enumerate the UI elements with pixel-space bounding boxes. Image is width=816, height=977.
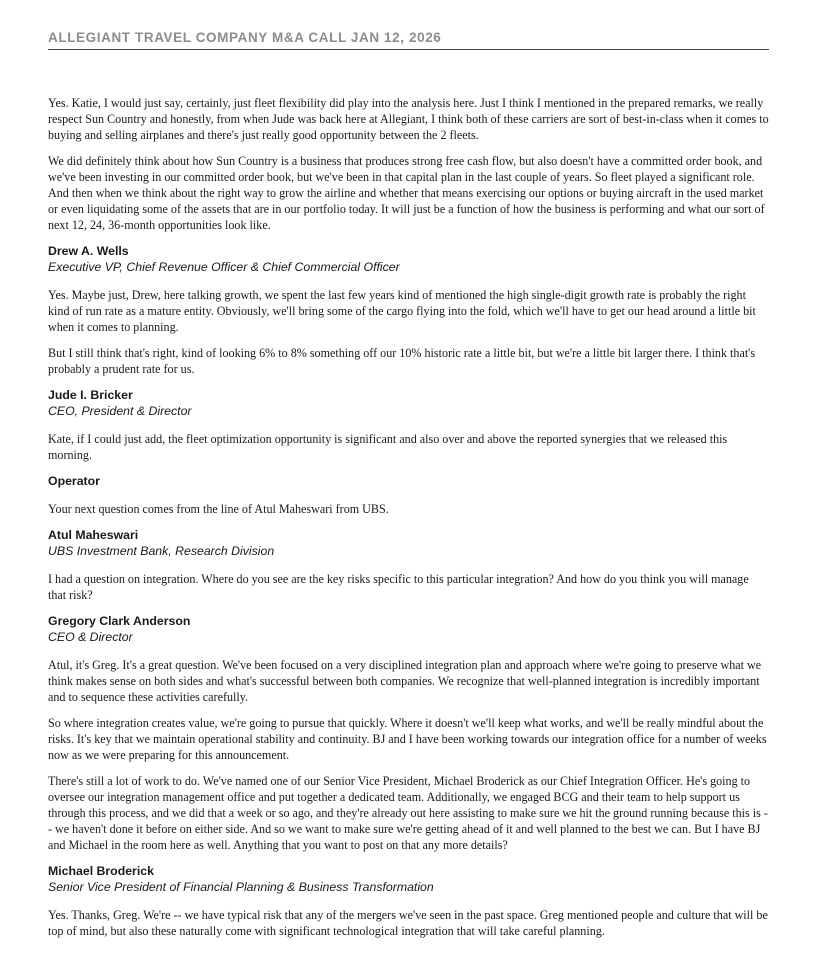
transcript-paragraph: Atul, it's Greg. It's a great question. We've been focused on a very disciplined integration plan and approach where we're going to preserve what we think makes sense on both sides and what's successful between both companies. We recognize that well-planned integration is incredibly important and to sequence these activities carefully. xyxy=(48,658,762,704)
speaker-title: Executive VP, Chief Revenue Officer & Chief Commercial Officer xyxy=(48,260,400,274)
speaker-name: Michael Broderick xyxy=(48,864,154,878)
transcript-paragraph: But I still think that's right, kind of looking 6% to 8% something off our 10% historic rate a little bit, but we're a little bit larger there. I think that's probably a prudent rate for us. xyxy=(48,346,756,376)
transcript-paragraph: I had a question on integration. Where do you see are the key risks specific to this particular integration? And how do you think you will manage that risk? xyxy=(48,572,749,602)
speaker-block xyxy=(48,387,769,419)
speaker-block xyxy=(48,243,769,275)
speaker-title: CEO, President & Director xyxy=(48,404,192,418)
speaker-block xyxy=(48,473,769,489)
speaker-block xyxy=(48,863,769,895)
speaker-title: CEO & Director xyxy=(48,630,133,644)
transcript-page xyxy=(48,30,769,949)
transcript-body xyxy=(48,95,769,939)
speaker-block xyxy=(48,613,769,645)
speaker-block xyxy=(48,527,769,559)
speaker-name: Jude I. Bricker xyxy=(48,388,133,402)
transcript-paragraph: Yes. Katie, I would just say, certainly, just fleet flexibility did play into the analysis here. Just I think I mentioned in the prepared remarks, we really respect Sun Country and honestly, from when Jude was back here at Allegiant, I think both of these carriers are sort of best-in-class when it comes to buying and selling airplanes and there's just really good opportunity between the 2 fleets. xyxy=(48,96,769,142)
transcript-paragraph: Yes. Thanks, Greg. We're -- we have typical risk that any of the mergers we've seen in the past space. Greg mentioned people and culture that will be top of mind, but also these naturally come with significant technological integration that will take careful planning. xyxy=(48,908,768,938)
speaker-name: Operator xyxy=(48,474,100,488)
speaker-name: Drew A. Wells xyxy=(48,244,129,258)
speaker-name: Atul Maheswari xyxy=(48,528,139,542)
page-header: ALLEGIANT TRAVEL COMPANY M&A CALL JAN 12, 2026 xyxy=(48,30,769,50)
speaker-name: Gregory Clark Anderson xyxy=(48,614,191,628)
transcript-paragraph: Yes. Maybe just, Drew, here talking growth, we spent the last few years kind of mentioned the high single-digit growth rate is probably the right kind of run rate as a mature entity. Obviously, we'll bring some of the cargo flying into the fold, which we'll have to get our head around a little bit when it comes to planning. xyxy=(48,288,756,334)
transcript-paragraph: We did definitely think about how Sun Country is a business that produces strong free cash flow, but also doesn't have a committed order book, and we've been investing in our committed order book, but we've been in that capital plan in the last couple of years. So fleet played a significant role. And then when we think about the right way to grow the airline and whether that means exercising our options or buying aircraft in the used market or even liquidating some of the assets that are in our portfolio today. It will just be a function of how the business is performing and what our sort of next 12, 24, 36-month opportunities look like. xyxy=(48,154,765,232)
speaker-title: UBS Investment Bank, Research Division xyxy=(48,544,275,558)
transcript-paragraph: Your next question comes from the line of Atul Maheswari from UBS. xyxy=(48,502,389,516)
speaker-title: Senior Vice President of Financial Planning & Business Transformation xyxy=(48,880,434,894)
transcript-paragraph: So where integration creates value, we're going to pursue that quickly. Where it doesn't we'll keep what works, and we'll be really mindful about the risks. It's key that we maintain operational stability and continuity. BJ and I have been working towards our integration office for a number of weeks now as we were preparing for this announcement. xyxy=(48,716,767,762)
transcript-paragraph: There's still a lot of work to do. We've named one of our Senior Vice President, Michael Broderick as our Chief Integration Officer. He's going to oversee our integration management office and put together a dedicated team. Additionally, we engaged BCG and their team to help support us through this process, and we did that a week or so ago, and they're already out here assisting to make sure we hit the ground running because this is -- we haven't done it before on either side. And so we want to make sure we're getting ahead of it and well planned to the best we can. But I have BJ and Michael in the room here as well. Anything that you want to post on that any more details? xyxy=(48,774,768,852)
transcript-paragraph: Kate, if I could just add, the fleet optimization opportunity is significant and also over and above the reported synergies that we released this morning. xyxy=(48,432,728,462)
